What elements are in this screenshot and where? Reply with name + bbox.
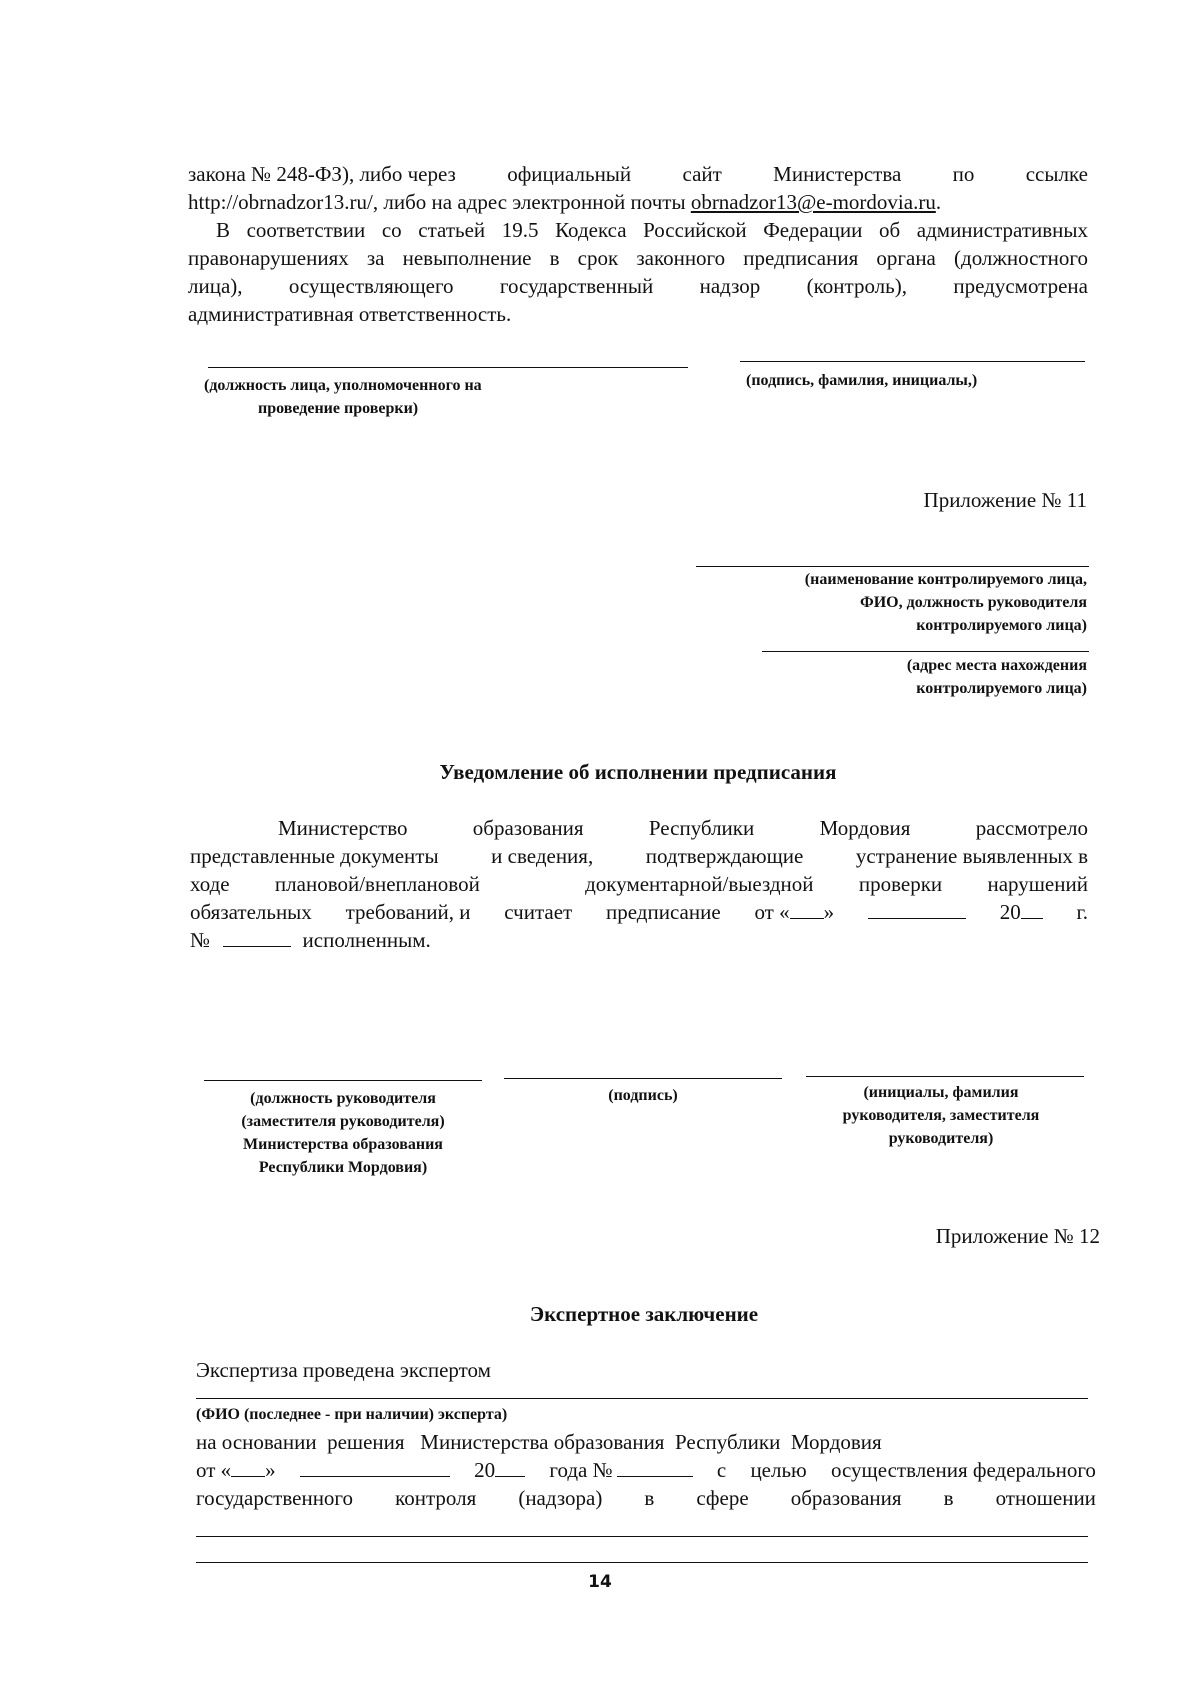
number-blank[interactable]: [223, 926, 291, 947]
text-segment: проверки: [858, 872, 943, 896]
text-segment: Республики: [648, 816, 755, 840]
head-signature-caption: (подпись): [608, 1087, 678, 1104]
text-segment: и сведения,: [491, 844, 594, 868]
caption-line: контролируемого лица): [916, 680, 1087, 697]
text-segment: »: [265, 1458, 276, 1482]
position-caption: [204, 374, 644, 420]
text-segment: считает: [504, 900, 573, 924]
recipient-line: [696, 566, 1089, 567]
text-segment: ссылке: [1025, 162, 1088, 186]
date-group: [754, 898, 834, 926]
number-blank[interactable]: [617, 1456, 693, 1477]
text-segment: предписание: [606, 900, 721, 924]
text-segment: Мордовия: [819, 816, 911, 840]
text-segment: 20: [474, 1458, 496, 1482]
text-segment: закона № 248-ФЗ), либо через: [188, 162, 456, 186]
page-number: 14: [588, 1572, 612, 1592]
recipient-caption: [700, 568, 1087, 637]
caption-line: ФИО, должность руководителя: [859, 594, 1087, 611]
date-group: [196, 1456, 276, 1484]
text-segment: подтверждающие: [645, 844, 804, 868]
month-blank[interactable]: [300, 1456, 450, 1477]
expert-line-1: Экспертиза проведена экспертом: [196, 1358, 491, 1382]
para2-line-2: правонарушениях за невыполнение в срок законного предписания органа (должностного: [188, 246, 1088, 270]
text-segment: решения: [327, 1430, 405, 1454]
text-segment: №: [190, 928, 211, 952]
text-segment: документарной/выездной: [585, 872, 814, 896]
caption-line: руководителя): [888, 1130, 994, 1147]
year-blank[interactable]: [1021, 898, 1043, 919]
year-group: [474, 1456, 525, 1484]
text-segment: представленные документы: [190, 844, 439, 868]
text-segment: осуществления федерального: [830, 1458, 1096, 1482]
month-blank[interactable]: [868, 898, 966, 919]
text-segment: ходе: [190, 872, 230, 896]
address-caption: [780, 654, 1087, 700]
caption-line: Республики Мордовия): [258, 1159, 428, 1176]
caption-line: (адрес места нахождения: [906, 657, 1087, 674]
year-blank[interactable]: [495, 1456, 525, 1477]
caption-line: (инициалы, фамилия: [863, 1084, 1019, 1101]
appendix-12-label: Приложение № 12: [935, 1224, 1100, 1248]
text-segment: обязательных: [190, 900, 312, 924]
caption-line: контролируемого лица): [916, 617, 1087, 634]
caption-line: руководителя, заместителя: [842, 1107, 1040, 1124]
url-text: http://obrnadzor13.ru/, либо на адрес электронной почты: [188, 190, 691, 214]
text-segment: Мордовия: [790, 1430, 882, 1454]
text-segment: по: [952, 162, 975, 186]
text-segment: Министерства образования: [420, 1430, 665, 1454]
expert-blank-line-1[interactable]: [196, 1536, 1088, 1537]
text-segment: образования: [790, 1486, 902, 1510]
text-segment: Министерства: [773, 162, 902, 186]
caption-line: (заместителя руководителя): [241, 1113, 445, 1130]
notification-line-3: [190, 870, 1088, 898]
head-position-caption: [204, 1087, 482, 1179]
text-segment: нарушений: [987, 872, 1088, 896]
text-segment: требований, и: [345, 900, 471, 924]
notification-line-4: [190, 898, 1088, 926]
para2-line-1: В соответствии со статьей 19.5 Кодекса Российской Федерации об административных: [216, 218, 1088, 242]
para2-line-3: лица), осуществляющего государственный надзор (контроль), предусмотрена: [188, 274, 1088, 298]
text-segment: сайт: [682, 162, 722, 186]
text-segment: Республики: [674, 1430, 781, 1454]
notification-line-5: [190, 926, 1088, 954]
address-line: [762, 651, 1089, 652]
position-signature-line: [208, 367, 688, 368]
text-segment: от «: [196, 1458, 232, 1482]
expert-fio-line: [196, 1398, 1088, 1399]
text-segment: целью: [750, 1458, 807, 1482]
notification-title: Уведомление об исполнении предписания: [439, 760, 837, 784]
head-initials-caption: [796, 1081, 1086, 1150]
text-segment: Министерство: [278, 816, 408, 840]
head-signature-line: [504, 1078, 782, 1079]
day-blank[interactable]: [790, 898, 824, 919]
text-segment: .: [935, 190, 942, 214]
text-segment: с: [716, 1458, 727, 1482]
expert-fio-caption: (ФИО (последнее - при наличии) эксперта): [196, 1406, 508, 1423]
day-blank[interactable]: [231, 1456, 265, 1477]
expert-line-3: [196, 1456, 1096, 1484]
signature-line: [740, 361, 1085, 362]
text-segment: отношении: [995, 1486, 1096, 1510]
expert-line-2: [196, 1428, 1096, 1456]
caption-line: Министерства образования: [243, 1136, 443, 1153]
number-group: [549, 1456, 692, 1484]
text-segment: на основании: [196, 1430, 317, 1454]
text-segment: (надзора): [518, 1486, 603, 1510]
text-segment: официальный: [507, 162, 632, 186]
text-segment: »: [823, 900, 835, 924]
email-link[interactable]: obrnadzor13@e-mordovia.ru: [690, 190, 936, 214]
caption-line: (должность лица, уполномоченного на: [204, 377, 482, 394]
text-segment: исполненным.: [302, 928, 431, 952]
top-line-1: [188, 160, 1088, 188]
text-segment: в: [644, 1486, 655, 1510]
para2-line-4: административная ответственность.: [188, 302, 512, 326]
caption-line: (должность руководителя: [250, 1090, 436, 1107]
text-segment: г.: [1076, 900, 1088, 924]
expert-title: Экспертное заключение: [529, 1302, 759, 1326]
expert-line-4: [196, 1484, 1096, 1512]
notification-line-2: [190, 842, 1088, 870]
appendix-11-label: Приложение № 11: [923, 488, 1087, 512]
text-segment: 20: [999, 900, 1021, 924]
expert-blank-line-2[interactable]: [196, 1562, 1088, 1563]
year-group: [1000, 898, 1043, 926]
head-position-line: [204, 1080, 482, 1081]
text-segment: устранение выявленных в: [855, 844, 1088, 868]
notification-line-1: [278, 814, 1088, 842]
text-segment: в: [943, 1486, 954, 1510]
text-segment: от «: [754, 900, 790, 924]
top-line-2: [188, 188, 1088, 216]
text-segment: года №: [549, 1458, 613, 1482]
text-segment: государственного: [196, 1486, 354, 1510]
caption-line: (наименование контролируемого лица,: [804, 571, 1087, 588]
head-initials-line: [806, 1076, 1084, 1077]
text-segment: плановой/внеплановой: [274, 872, 480, 896]
text-segment: сфере: [696, 1486, 749, 1510]
text-segment: образования: [472, 816, 584, 840]
signature-caption: (подпись, фамилия, инициалы,): [746, 372, 978, 389]
text-segment: рассмотрело: [975, 816, 1088, 840]
text-segment: контроля: [395, 1486, 477, 1510]
caption-line: проведение проверки): [258, 400, 419, 417]
